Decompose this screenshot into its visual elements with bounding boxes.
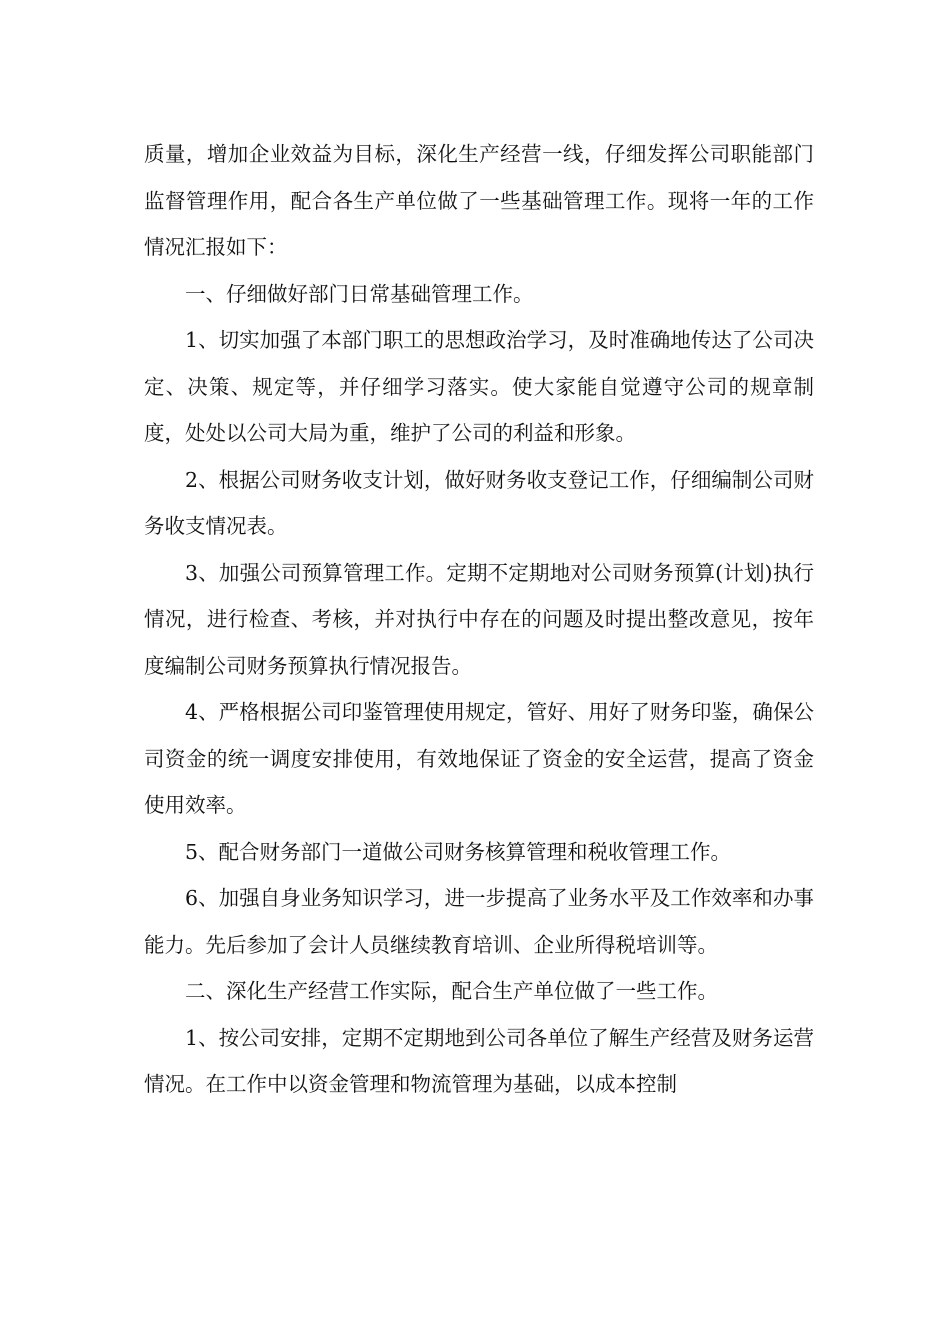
paragraph-item-1-4: 4、严格根据公司印鉴管理使用规定，管好、用好了财务印鉴，确保公司资金的统一调度安排使用，有效地保证了资金的安全运营，提高了资金使用效率。 — [144, 700, 814, 817]
section-heading-1: 一、仔细做好部门日常基础管理工作。 — [185, 281, 534, 306]
paragraph-item-1-6: 6、加强自身业务知识学习，进一步提高了业务水平及工作效率和办事能力。先后参加了会计人员继续教育培训、企业所得税培训等。 — [144, 886, 814, 957]
paragraph-item-2-1: 1、按公司安排，定期不定期地到公司各单位了解生产经营及财务运营情况。在工作中以资金管理和物流管理为基础，以成本控制 — [144, 1025, 814, 1096]
paragraph-continuation: 质量，增加企业效益为目标，深化生产经营一线，仔细发挥公司职能部门监督管理作用，配合各生产单位做了一些基础管理工作。现将一年的工作情况汇报如下： — [144, 142, 814, 259]
paragraph-item-1-3: 3、加强公司预算管理工作。定期不定期地对公司财务预算(计划)执行情况，进行检查、考核，并对执行中存在的问题及时提出整改意见，按年度编制公司财务预算执行情况报告。 — [144, 560, 814, 678]
paragraph-item-1-5: 5、配合财务部门一道做公司财务核算管理和税收管理工作。 — [185, 839, 732, 864]
paragraph-item-1-1: 1、切实加强了本部门职工的思想政治学习，及时准确地传达了公司决定、决策、规定等，并仔细学习落实。使大家能自觉遵守公司的规章制度，处处以公司大局为重，维护了公司的利益和形象。 — [144, 328, 814, 445]
section-heading-2: 二、深化生产经营工作实际，配合生产单位做了一些工作。 — [185, 979, 718, 1003]
paragraph-item-1-2: 2、根据公司财务收支计划，做好财务收支登记工作，仔细编制公司财务收支情况表。 — [144, 467, 814, 538]
document-body — [144, 131, 814, 1108]
